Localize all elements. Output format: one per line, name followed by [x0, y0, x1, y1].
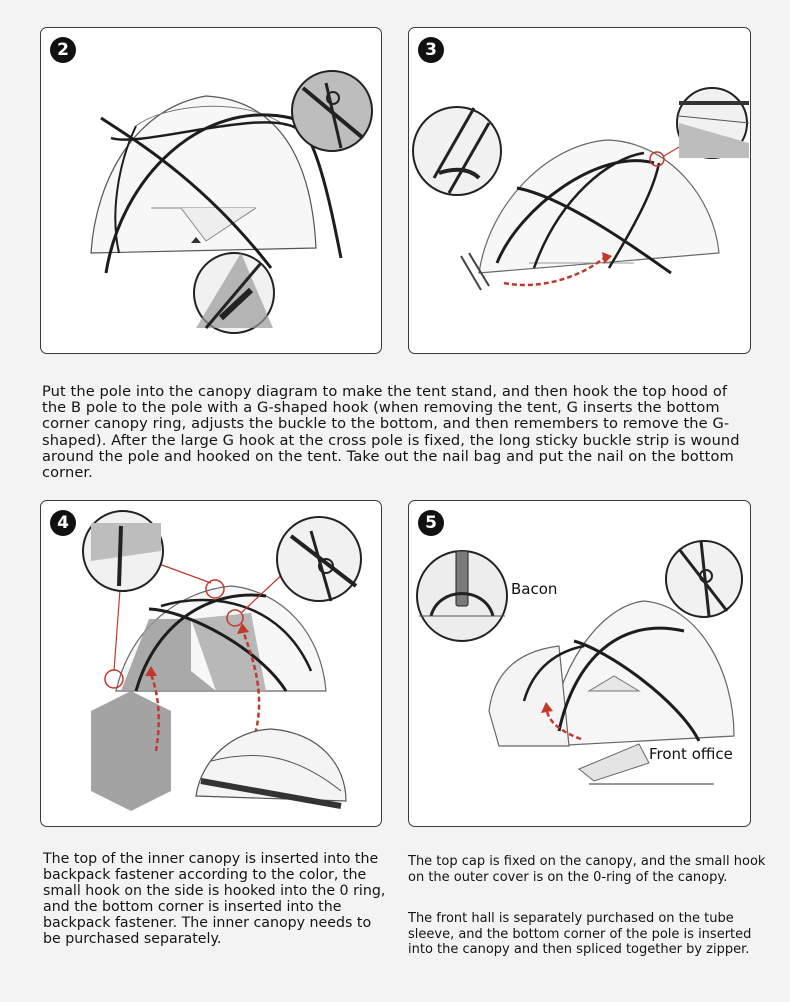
step-2-3-instructions: Put the pole into the canopy diagram to make the tent stand, and then hook the top hood of the B pole to the pole with a G-shaped hook (when removing the tent, G inserts the bottom corner canopy ring, adjusts the buckle to the bottom, and then remembers to remove the G-shaped). After the large G hook at the cross pole is fixed, the long sticky buckle strip is wound around the pole and hooked on the tent. Take out the nail bag and put the nail on the bottom corner. — [42, 383, 740, 482]
step-3-illustration — [409, 28, 751, 354]
step-2-panel — [40, 27, 382, 354]
step-number-badge: 2 — [50, 37, 76, 63]
step-2-illustration — [41, 28, 382, 354]
step-4-panel — [40, 500, 382, 827]
step-number-badge: 4 — [50, 510, 76, 536]
step-5-instructions-b: The front hall is separately purchased on the tube sleeve, and the bottom corner of the pole is inserted into the canopy and then spliced together by zipper. — [408, 911, 752, 957]
step-5-instructions-a: The top cap is fixed on the canopy, and the small hook on the outer cover is on the 0-ring of the canopy. — [408, 854, 766, 885]
step-number-badge: 3 — [418, 37, 444, 63]
step-4-illustration — [41, 501, 382, 827]
step-5-illustration — [409, 501, 751, 827]
step-number-badge: 5 — [418, 510, 444, 536]
bacon-label: Bacon — [511, 580, 558, 598]
step-3-panel — [408, 27, 751, 354]
step-5-panel — [408, 500, 751, 827]
step-4-instructions: The top of the inner canopy is inserted into the backpack fastener according to the color, the small hook on the side is hooked into the 0 ring, and the bottom corner is inserted into the backpack fastener. The inner canopy needs to be purchased separately. — [43, 851, 386, 947]
front-office-label: Front office — [649, 745, 733, 763]
